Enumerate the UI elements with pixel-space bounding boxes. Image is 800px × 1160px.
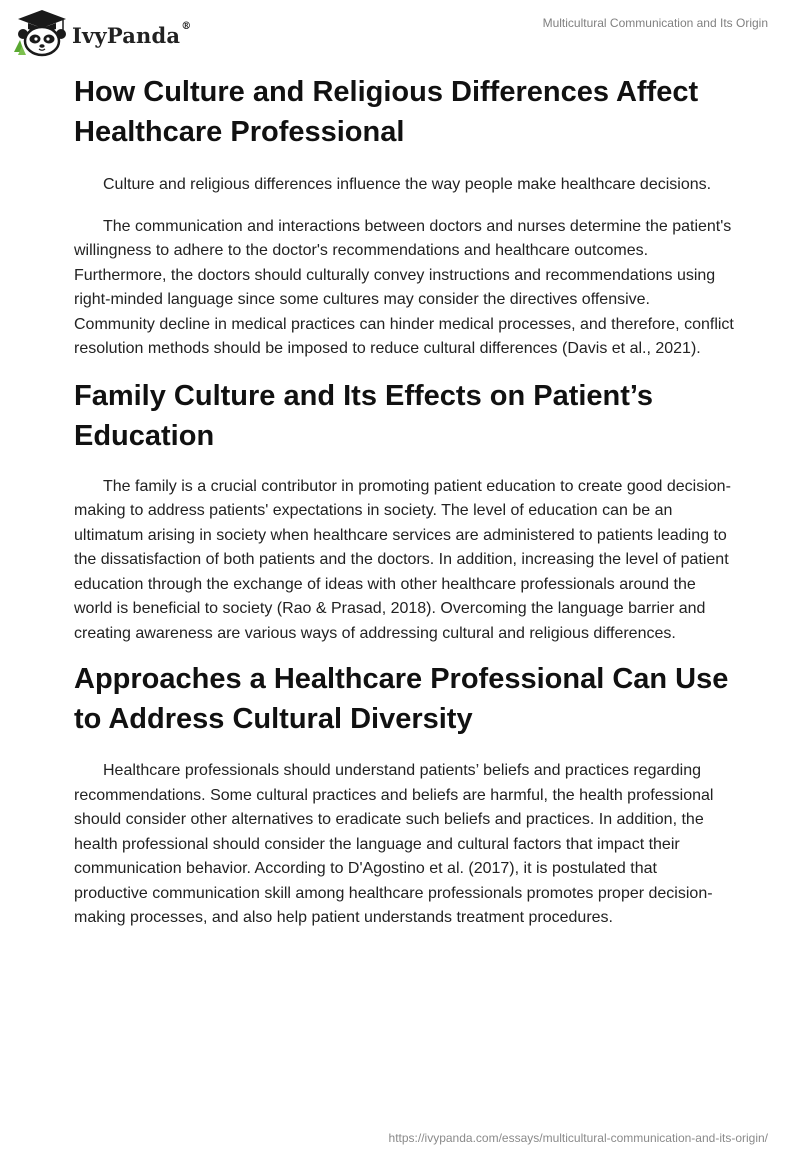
section-heading: Family Culture and Its Effects on Patient’s Education — [74, 379, 654, 452]
brand-name: IvyPanda® — [72, 20, 192, 48]
article-body — [74, 72, 734, 931]
registered-mark: ® — [181, 20, 192, 32]
page-header — [0, 0, 800, 70]
section-heading: How Culture and Religious Differences Affect Healthcare Professional — [74, 76, 699, 148]
paragraph: The communication and interactions between doctors and nurses determine the patient's willingness to adhere to the doctor's recommendations and healthcare outcomes. Furthermore, the doctors should culturally convey instructions and recommendations using right-minded language since some cultures may consider the directives offensive. Community decline in medical practices can hinder medical processes, and therefore, conflict resolution methods should be imposed to reduce cultural differences (Davis et al., 2021). — [74, 217, 734, 357]
source-url[interactable]: https://ivypanda.com/essays/multicultural-communication-and-its-origin/ — [388, 1131, 768, 1145]
paragraph: Culture and religious differences influence the way people make healthcare decisions. — [103, 176, 712, 193]
document-title: Multicultural Communication and Its Origin — [542, 16, 768, 30]
section-heading: Approaches a Healthcare Professional Can Use to Address Cultural Diversity — [74, 663, 729, 735]
brand-logo[interactable] — [14, 8, 191, 58]
paragraph: The family is a crucial contributor in promoting patient education to create good decision-making to address patients' expectations in society. The level of education can be an ultimatum arising in society when healthcare services are administered to patients leading to the dissatisfaction of both patients and the doctors. In addition, increasing the level of patient education through the exchange of ideas with other healthcare professionals around the world is beneficial to society (Rao & Prasad, 2018). Overcoming the language barrier and creating awareness are various ways of addressing cultural and religious differences. — [74, 477, 731, 642]
paragraph: Healthcare professionals should understand patients’ beliefs and practices regarding recommendations. Some cultural practices and beliefs are harmful, the health professional should consider other alternatives to eradicate such beliefs and practices. In addition, the health professional should consider the language and cultural factors that impact their communication behavior. According to D'Agostino et al. (2017), it is postulated that productive communication skill among healthcare professionals promotes proper decision-making processes, and also help patient understands treatment procedures. — [74, 762, 714, 926]
panda-logo-icon — [14, 8, 70, 58]
